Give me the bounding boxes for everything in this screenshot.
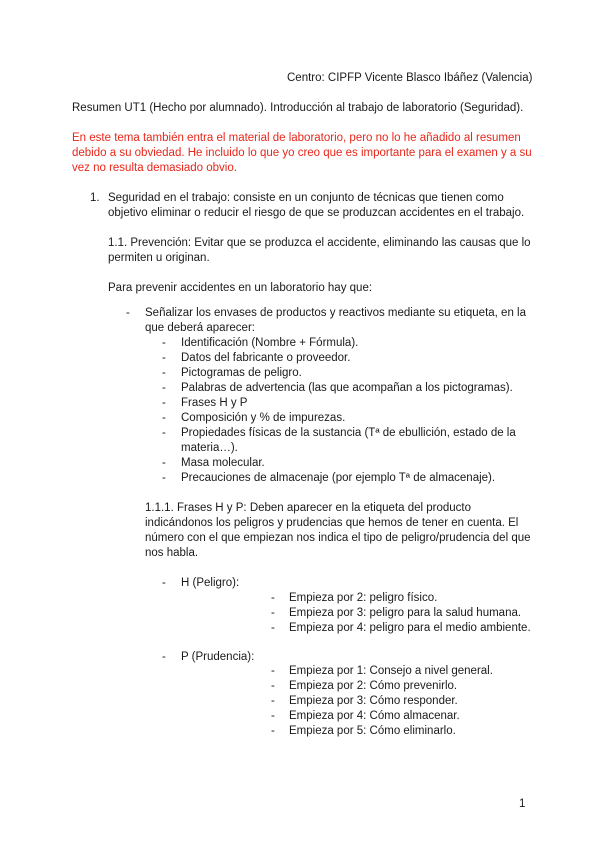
list-item: Frases H y P (181, 397, 248, 409)
list-dash: - (162, 397, 166, 409)
list-dash: - (271, 680, 275, 692)
prevention-text: 1.1. Prevención: Evitar que se produzca el accidente, eliminando las causas que lo (108, 237, 531, 249)
list-item: Masa molecular. (181, 457, 265, 469)
list-dash: - (162, 382, 166, 394)
list-dash: - (271, 695, 275, 707)
list-dash: - (162, 457, 166, 469)
list-dash: - (271, 607, 275, 619)
p-item: Empieza por 1: Consejo a nivel general. (289, 665, 493, 677)
h-item: Empieza por 4: peligro para el medio ambiente. (289, 622, 531, 634)
label-item-text: Señalizar los envases de productos y reactivos mediante su etiqueta, en la (145, 307, 526, 319)
phrases-text: número con el que empiezan nos indica el tipo de peligro/prudencia del que (145, 532, 531, 544)
list-dash: - (162, 472, 166, 484)
list-dash: - (162, 367, 166, 379)
list-dash: - (271, 710, 275, 722)
section-text: objetivo eliminar o reducir el riesgo de que se produzcan accidentes en el trabajo. (108, 207, 525, 219)
list-dash: - (271, 665, 275, 677)
list-dash: - (162, 337, 166, 349)
list-dash: - (271, 725, 275, 737)
p-item: Empieza por 4: Cómo almacenar. (289, 710, 460, 722)
note-line: debido a su obviedad. He incluido lo que yo creo que es importante para el examen y a su (72, 147, 532, 159)
section-text: Seguridad en el trabajo: consiste en un conjunto de técnicas que tienen como (108, 192, 504, 204)
phrases-text: indicándonos los peligros y prudencias que hemos de tener en cuenta. El (145, 517, 519, 529)
list-dash: - (126, 307, 130, 319)
h-item: Empieza por 3: peligro para la salud humana. (289, 607, 522, 619)
phrases-text: nos habla. (145, 547, 199, 559)
h-item: Empieza por 2: peligro físico. (289, 592, 438, 604)
list-item: Datos del fabricante o proveedor. (181, 352, 351, 364)
p-item: Empieza por 5: Cómo eliminarlo. (289, 725, 456, 737)
center-header: Centro: CIPFP Vicente Blasco Ibáñez (Valencia) (287, 72, 533, 84)
list-dash: - (271, 592, 275, 604)
page-number: 1 (519, 798, 526, 810)
list-item: Pictogramas de peligro. (181, 367, 302, 379)
list-dash: - (162, 651, 166, 663)
list-item: Precauciones de almacenaje (por ejemplo Tª de almacenaje). (181, 472, 496, 484)
p-item: Empieza por 2: Cómo prevenirlo. (289, 680, 458, 692)
list-item: Identificación (Nombre + Fórmula). (181, 337, 359, 349)
label-item-text: que deberá aparecer: (145, 322, 255, 334)
summary-title: Resumen UT1 (Hecho por alumnado). Introducción al trabajo de laboratorio (Seguridad). (72, 102, 524, 114)
list-item-continuation: materia…). (181, 442, 238, 454)
list-item: Composición y % de impurezas. (181, 412, 346, 424)
phrases-text: 1.1.1. Frases H y P: Deben aparecer en la etiqueta del producto (145, 502, 472, 514)
h-group-title: H (Peligro): (181, 577, 240, 589)
list-dash: - (162, 412, 166, 424)
note-line: vez no resulta demasiado obvio. (72, 162, 237, 174)
list-dash: - (162, 577, 166, 589)
p-group-title: P (Prudencia): (181, 651, 255, 663)
list-item: Propiedades físicas de la sustancia (Tª de ebullición, estado de la (181, 427, 516, 439)
section-number: 1. (90, 192, 100, 204)
p-item: Empieza por 3: Cómo responder. (289, 695, 458, 707)
list-dash: - (162, 352, 166, 364)
list-item: Palabras de advertencia (las que acompañan a los pictogramas). (181, 382, 513, 394)
list-dash: - (271, 622, 275, 634)
note-line: En este tema también entra el material de laboratorio, pero no lo he añadido al resumen (72, 132, 521, 144)
intro-text: Para prevenir accidentes en un laboratorio hay que: (108, 282, 373, 294)
list-dash: - (162, 427, 166, 439)
prevention-text: permiten u originan. (108, 252, 210, 264)
